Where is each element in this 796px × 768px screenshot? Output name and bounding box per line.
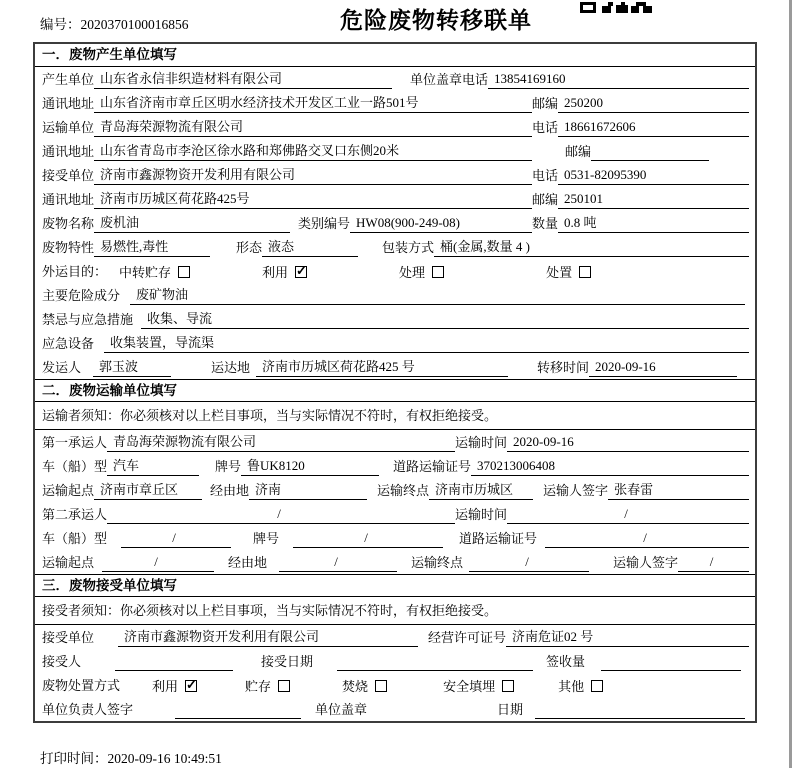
- purpose-option-label: 利用: [262, 265, 289, 280]
- row-second-carrier: [35, 502, 755, 526]
- disposal-option-label: 安全填埋: [443, 679, 496, 694]
- row-transport-address: [35, 139, 755, 163]
- checkbox-treatment[interactable]: [432, 266, 444, 278]
- checkbox-utilize[interactable]: [295, 266, 307, 278]
- time1-value: 2020-09-16: [507, 434, 749, 452]
- character-value: 易燃性,毒性: [94, 236, 210, 257]
- accept-person-label: 接受人: [42, 654, 82, 669]
- sign2-value: /: [678, 554, 749, 572]
- addr1-value: 山东省济南市章丘区明水经济技术开发区工业一路501号: [94, 92, 532, 113]
- zip3-label: 邮编: [532, 192, 559, 207]
- date2-value: [535, 704, 745, 719]
- dest-label: 运达地: [211, 360, 251, 375]
- plate1-label: 牌号: [215, 459, 242, 474]
- date2-label: 日期: [497, 702, 524, 717]
- unit-seal-label: 单位盖章: [410, 72, 463, 87]
- sign1-value: 张春雷: [608, 479, 749, 500]
- addr3-value: 济南市历城区荷花路425号: [94, 188, 532, 209]
- sign-qty-label: 签收量: [545, 654, 585, 669]
- qty-label: 数量: [532, 216, 559, 231]
- page-title: 危险废物转移联单: [340, 8, 532, 33]
- sign1-label: 运输人签字: [543, 483, 609, 498]
- plate1-value: 鲁UK8120: [241, 455, 379, 476]
- responsible-sign-value: [175, 704, 301, 719]
- zip2-value: [591, 146, 709, 161]
- accept-unit-value: 济南市鑫源物资开发利用有限公司: [118, 626, 418, 647]
- disposal-option-label: 贮存: [245, 679, 272, 694]
- purpose-option-label: 处置: [546, 265, 573, 280]
- disposal-option-store: [245, 676, 290, 695]
- checkbox-transit-storage[interactable]: [178, 266, 190, 278]
- qty-value: 0.8 吨: [558, 212, 749, 233]
- shipper-label: 发运人: [42, 360, 82, 375]
- zip2-label: 邮编: [564, 144, 591, 159]
- plate2-label: 牌号: [253, 531, 280, 546]
- accept-date-value: [337, 656, 533, 671]
- sign2-label: 运输人签字: [613, 555, 679, 570]
- row-shipper: [35, 355, 755, 379]
- addr2-label: 通讯地址: [42, 144, 95, 159]
- disposal-option-burn: [342, 676, 387, 695]
- taboo-value: 收集、导流: [141, 308, 749, 329]
- origin1-value: 济南市章丘区: [94, 479, 202, 500]
- purpose-option-treat: [399, 262, 444, 281]
- equipment-label: 应急设备: [42, 336, 95, 351]
- purpose-option-transit: [119, 262, 190, 281]
- vehicle2-label: 车（船）型: [42, 531, 108, 546]
- receiver1-value: 济南市鑫源物资开发利用有限公司: [94, 164, 532, 185]
- checkbox-safe-landfill[interactable]: [502, 680, 514, 692]
- carrier1-value: 青岛海荣源物流有限公司: [107, 431, 455, 452]
- zip1-value: 250200: [558, 95, 749, 113]
- carrier2-value: /: [107, 506, 455, 524]
- permit1-label: 道路运输证号: [393, 459, 472, 474]
- sign-qty-value: [601, 656, 741, 671]
- purpose-option-dispose: [546, 262, 591, 281]
- phone3-value: 0531-82095390: [558, 167, 749, 185]
- via2-label: 经由地: [228, 555, 268, 570]
- checkbox-other[interactable]: [591, 680, 603, 692]
- addr1-label: 通讯地址: [42, 96, 95, 111]
- via1-value: 济南: [249, 479, 367, 500]
- row-emergency-equipment: [35, 331, 755, 355]
- end1-label: 运输终点: [377, 483, 430, 498]
- checkbox-utilize-receive[interactable]: [185, 680, 197, 692]
- taboo-label: 禁忌与应急措施: [42, 312, 134, 327]
- permit2-value: /: [545, 530, 749, 548]
- disposal-option-label: 焚烧: [342, 679, 369, 694]
- print-time-value: 2020-09-16 10:49:51: [107, 751, 222, 766]
- producer-label: 产生单位: [42, 72, 95, 87]
- row-route2: [35, 550, 755, 574]
- transporter-value: 青岛海荣源物流有限公司: [94, 116, 532, 137]
- disposal-label: 废物处置方式: [42, 678, 121, 693]
- character-label: 废物特性: [42, 240, 95, 255]
- permit1-value: 370213006408: [471, 458, 749, 476]
- row-responsible-signature: [35, 697, 755, 721]
- checkbox-disposal[interactable]: [579, 266, 591, 278]
- unit-seal2-label: 单位盖章: [315, 702, 368, 717]
- category-value: HW08(900-249-08): [350, 215, 532, 233]
- transfer-form: [33, 42, 757, 723]
- section1-heading: 一．废物产生单位填写: [35, 44, 755, 67]
- time1-label: 运输时间: [455, 435, 508, 450]
- waste-name-value: 废机油: [94, 212, 290, 233]
- time2-label: 运输时间: [455, 507, 508, 522]
- phone1-label: 电话: [462, 72, 489, 87]
- end2-value: /: [469, 554, 589, 572]
- form-label: 形态: [236, 240, 263, 255]
- row-first-carrier: [35, 430, 755, 454]
- vehicle1-value: 汽车: [107, 455, 199, 476]
- disposal-option-label: 其他: [558, 679, 585, 694]
- transfer-time-value: 2020-09-16: [589, 359, 737, 377]
- addr2-value: 山东省青岛市李沧区徐水路和郑佛路交叉口东侧20米: [94, 140, 532, 161]
- shipper-value: 郭玉波: [93, 356, 171, 377]
- time2-value: /: [507, 506, 749, 524]
- origin2-label: 运输起点: [42, 555, 95, 570]
- row-receiver-address: [35, 187, 755, 211]
- via2-value: /: [279, 554, 397, 572]
- section3-heading: 三．废物接受单位填写: [35, 574, 755, 597]
- row-vehicle1: [35, 454, 755, 478]
- row-waste-character: [35, 235, 755, 259]
- checkbox-incineration[interactable]: [375, 680, 387, 692]
- transporter-notice: 运输者须知：你必须核对以上栏目事项，当与实际情况不符时，有权拒绝接受。: [35, 402, 755, 430]
- carrier1-label: 第一承运人: [42, 435, 108, 450]
- via1-label: 经由地: [210, 483, 250, 498]
- phone3-label: 电话: [532, 168, 559, 183]
- checkbox-storage[interactable]: [278, 680, 290, 692]
- accept-date-label: 接受日期: [261, 654, 314, 669]
- row-waste-name: [35, 211, 755, 235]
- row-route1: [35, 478, 755, 502]
- license-value: 济南危证02 号: [506, 626, 749, 647]
- serial-value: 2020370100016856: [80, 17, 189, 32]
- page-edge-line: [789, 0, 792, 768]
- purpose-label: 外运目的：: [42, 264, 108, 279]
- vehicle2-value: /: [121, 530, 231, 548]
- accept-person-value: [115, 656, 233, 671]
- origin1-label: 运输起点: [42, 483, 95, 498]
- qr-code-fragment-icon: [580, 0, 652, 11]
- hazard-label: 主要危险成分: [42, 288, 121, 303]
- origin2-value: /: [102, 554, 214, 572]
- purpose-option-label: 中转贮存: [119, 265, 172, 280]
- end1-value: 济南市历城区: [429, 479, 533, 500]
- row-hazard-component: [35, 283, 755, 307]
- producer-value: 山东省永信非织造材料有限公司: [94, 68, 392, 89]
- permit2-label: 道路运输证号: [459, 531, 538, 546]
- plate2-value: /: [293, 530, 443, 548]
- zip1-label: 邮编: [532, 96, 559, 111]
- phone2-value: 18661672606: [558, 119, 749, 137]
- transporter-label: 运输单位: [42, 120, 95, 135]
- purpose-option-use: [262, 262, 307, 281]
- disposal-option-label: 利用: [152, 679, 179, 694]
- phone1-value: 13854169160: [488, 71, 749, 89]
- row-vehicle2: [35, 526, 755, 550]
- disposal-option-landfill: [443, 676, 514, 695]
- row-disposal-method: [35, 673, 755, 697]
- row-accept-person: [35, 649, 755, 673]
- row-receiver-unit: [35, 163, 755, 187]
- receiver1-label: 接受单位: [42, 168, 95, 183]
- transfer-time-label: 转移时间: [536, 360, 589, 375]
- row-producer: [35, 67, 755, 91]
- row-accept-unit: [35, 625, 755, 649]
- section2-heading: 二．废物运输单位填写: [35, 379, 755, 402]
- form-value: 液态: [262, 236, 358, 257]
- equipment-value: 收集装置，导流渠: [104, 332, 749, 353]
- disposal-option-other: [558, 676, 603, 695]
- carrier2-label: 第二承运人: [42, 507, 108, 522]
- zip3-value: 250101: [558, 191, 749, 209]
- dest-value: 济南市历城区荷花路425 号: [256, 356, 508, 377]
- waste-name-label: 废物名称: [42, 216, 95, 231]
- accept-unit-label: 接受单位: [42, 630, 95, 645]
- serial-label: 编号：: [40, 17, 81, 32]
- category-label: 类别编号: [298, 216, 351, 231]
- end2-label: 运输终点: [411, 555, 464, 570]
- print-time: [40, 747, 222, 767]
- purpose-option-label: 处理: [399, 265, 426, 280]
- packing-label: 包装方式: [382, 240, 435, 255]
- row-producer-address: [35, 91, 755, 115]
- print-time-label: 打印时间：: [40, 751, 108, 766]
- disposal-option-use: [152, 676, 197, 695]
- receiver-notice: 接受者须知：你必须核对以上栏目事项，当与实际情况不符时，有权拒绝接受。: [35, 597, 755, 625]
- packing-value: 桶(金属,数量 4 ): [434, 236, 749, 257]
- row-transfer-purpose: [35, 259, 755, 283]
- phone2-label: 电话: [532, 120, 559, 135]
- addr3-label: 通讯地址: [42, 192, 95, 207]
- hazard-value: 废矿物油: [130, 284, 745, 305]
- license-label: 经营许可证号: [428, 630, 507, 645]
- responsible-sign-label: 单位负责人签字: [42, 702, 134, 717]
- row-emergency-measures: [35, 307, 755, 331]
- vehicle1-label: 车（船）型: [42, 459, 108, 474]
- row-transport-unit: [35, 115, 755, 139]
